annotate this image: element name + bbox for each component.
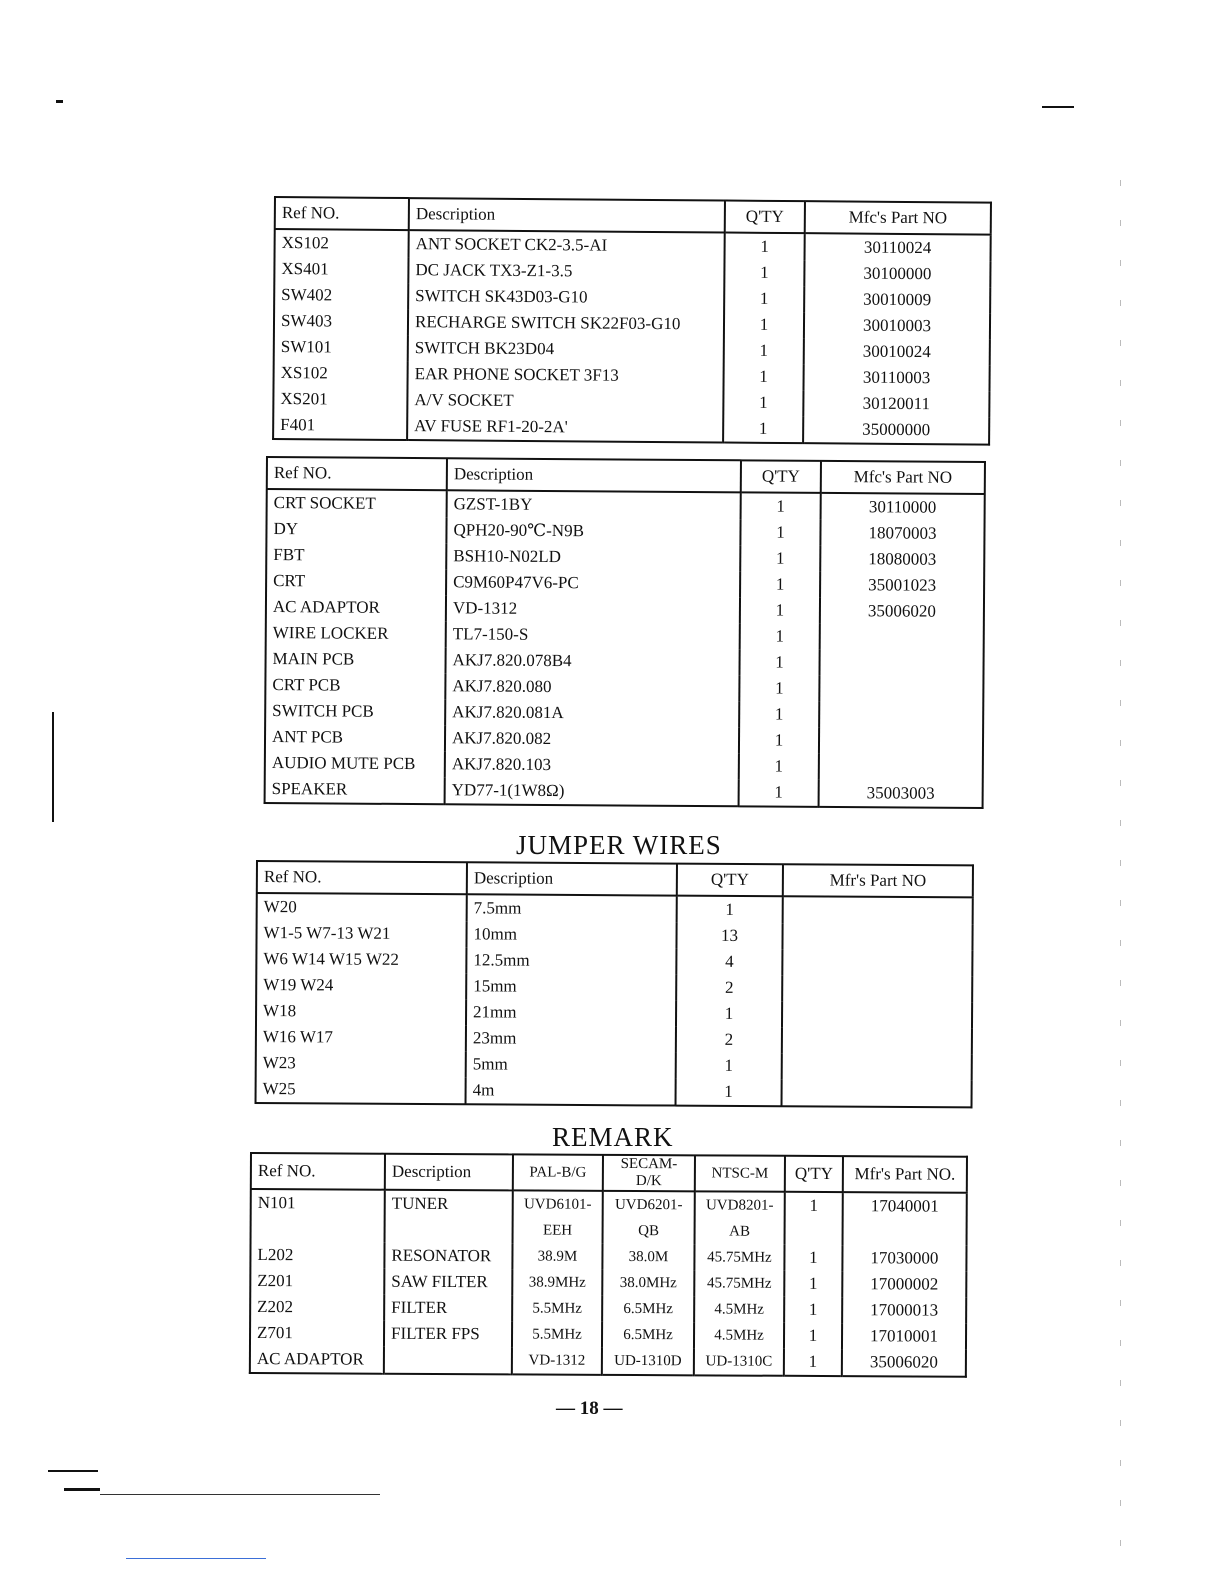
description-cell: GZST-1BY [447,490,741,519]
ntsc-cell: UD-1310C [694,1348,784,1375]
ref-cell: XS102 [274,360,408,387]
table-row [256,1076,972,1107]
part-no-cell: 17040001 [870,1196,939,1216]
description-cell: TUNER [385,1190,513,1244]
header-ref: Ref NO. [267,457,447,490]
part-no-cell: 18070003 [868,523,937,543]
qty-cell: 1 [676,1079,782,1107]
header-secam: SECAM-D/K [603,1155,695,1191]
description-cell: AKJ7.820.103 [445,751,739,779]
qty-cell: 1 [724,286,804,313]
header-part-no: Mfc's Part NO [821,461,985,494]
part-no-cell [819,728,983,755]
description-cell [384,1347,512,1375]
table-row [256,946,972,976]
ntsc-cell: 4.5MHz [694,1322,784,1348]
part-no-cell: 30120011 [862,393,931,414]
qty-cell: 1 [739,753,819,780]
jumper-wires-title: JUMPER WIRES [516,830,722,860]
part-no-cell [783,896,973,924]
part-no-cell: 17030000 [870,1248,939,1268]
part-no-cell: 35000000 [862,419,931,440]
qty-cell: 1 [740,571,820,598]
table-row [250,1320,966,1350]
part-no-cell [819,676,983,703]
qty-cell: 1 [676,1001,782,1028]
qty-cell: 1 [740,597,820,624]
header-qty: Q'TY [785,1156,843,1192]
header-ref: Ref NO. [275,197,409,230]
ref-cell: AC ADAPTOR [266,594,446,621]
description-cell: A/V SOCKET [407,387,723,415]
table-row [265,776,983,808]
part-no-cell [782,923,972,950]
description-cell: ANT SOCKET CK2-3.5-AI [409,230,725,259]
description-cell: DC JACK TX3-Z1-3.5 [408,257,724,285]
table-row [250,1346,966,1377]
qty-cell: 13 [676,923,782,950]
part-no-cell: 17000002 [870,1274,939,1294]
description-cell: 23mm [466,1025,676,1052]
description-cell: C9M60P47V6-PC [446,569,740,597]
ref-cell: W19 W24 [256,972,466,999]
ref-cell: L202 [250,1242,384,1269]
description-cell: 21mm [466,999,676,1026]
description-cell: FILTER FPS [384,1321,512,1348]
ref-cell: SWITCH PCB [265,698,445,725]
header-qty: Q'TY [677,864,783,897]
qty-cell: 1 [785,1192,843,1245]
remark-title: REMARK [552,1122,674,1152]
description-cell: QPH20-90℃-N9B [446,517,740,545]
qty-cell: 1 [725,233,805,261]
pal-cell: 38.9MHz [512,1269,602,1295]
qty-cell: 2 [676,1027,782,1054]
qty-cell: 1 [724,260,804,287]
description-cell: SWITCH BK23D04 [408,335,724,363]
part-no-cell: 35006020 [867,601,936,621]
ref-cell: XS102 [275,229,409,257]
qty-cell: 1 [740,519,820,546]
qty-cell: 1 [739,701,819,728]
ntsc-cell: 45.75MHz [694,1244,784,1270]
table-header-row [257,861,973,897]
qty-cell: 1 [784,1323,842,1349]
scan-artifact [1120,180,1121,1560]
qty-cell: 1 [723,416,803,444]
qty-cell: 1 [784,1297,842,1323]
part-no-cell [782,949,972,976]
part-no-cell: 35006020 [869,1352,938,1372]
secam-cell: 38.0MHz [602,1270,694,1296]
pal-cell: UVD6101-EEH [513,1190,603,1243]
header-part-no: Mfr's Part NO [783,864,973,897]
qty-cell: 1 [723,390,803,417]
part-no-cell [819,702,983,729]
description-cell: YD77-1(1W8Ω) [445,777,739,806]
ref-cell: CRT [266,568,446,595]
ref-cell: F401 [273,412,407,440]
header-description: Description [385,1154,513,1191]
ref-cell: SPEAKER [265,776,445,804]
qty-cell: 1 [741,492,821,520]
scan-artifact [48,1470,98,1472]
ref-cell: MAIN PCB [265,646,445,673]
secam-cell: 6.5MHz [602,1322,694,1348]
qty-cell: 1 [677,896,783,924]
description-cell: 10mm [466,921,676,948]
qty-cell: 4 [676,949,782,976]
description-cell: SAW FILTER [384,1269,512,1296]
page-number: — 18 — [556,1398,623,1419]
part-no-cell: 35001023 [868,575,937,595]
qty-cell: 1 [723,364,803,391]
table-row [265,750,983,781]
header-ref: Ref NO. [257,861,467,894]
description-cell: SWITCH SK43D03-G10 [408,283,724,311]
ref-cell: W1-5 W7-13 W21 [256,920,466,947]
scan-artifact [56,100,63,103]
header-part-no: Mfr's Part NO. [843,1156,967,1193]
part-no-cell: 18080003 [868,549,937,569]
table-row [265,698,983,729]
ref-cell: XS201 [273,386,407,413]
description-cell: AKJ7.820.082 [445,725,739,753]
qty-cell: 1 [739,675,819,702]
header-description: Description [467,862,677,895]
table-row [250,1268,966,1298]
pal-cell: 5.5MHz [512,1295,602,1321]
part-no-cell [820,624,984,651]
pal-cell: 5.5MHz [512,1321,602,1347]
part-no-cell: 30010009 [863,289,932,310]
part-no-cell: 30100000 [863,263,932,284]
description-cell: AKJ7.820.078B4 [445,647,739,675]
qty-cell: 1 [740,623,820,650]
table-row [250,1294,966,1324]
part-no-cell [819,754,983,781]
part-no-cell [782,975,972,1002]
table-header-row [267,457,985,494]
table-row [267,489,985,521]
ref-cell: Z202 [250,1294,384,1321]
table-row [251,1189,967,1246]
qty-cell: 1 [784,1245,842,1271]
part-no-cell [782,1079,972,1107]
ref-cell: N101 [251,1189,385,1243]
scan-artifact [1042,106,1074,108]
ref-cell: AC ADAPTOR [250,1346,384,1374]
ref-cell: W6 W14 W15 W22 [256,946,466,973]
part-no-cell: 17010001 [869,1326,939,1346]
part-no-cell [782,1053,972,1080]
part-no-cell: 17000013 [870,1300,939,1320]
pal-cell: 38.9M [512,1243,602,1269]
ref-cell: CRT PCB [265,672,445,699]
qty-cell: 1 [739,727,819,754]
ref-cell: DY [266,516,446,543]
description-cell: AV FUSE RF1-20-2A' [407,413,723,442]
header-description: Description [409,198,725,232]
description-cell: 4m [466,1077,676,1105]
parts-table-2 [264,456,986,809]
qty-cell: 1 [739,649,819,676]
pal-cell: VD-1312 [512,1347,602,1374]
ref-cell: W23 [256,1050,466,1077]
remark-table [249,1152,968,1378]
qty-cell: 1 [740,545,820,572]
ref-cell: XS401 [274,256,408,283]
header-description: Description [447,458,741,492]
part-no-cell: 30010024 [862,341,931,362]
secam-cell: UD-1310D [602,1348,694,1375]
secam-cell: 38.0M [602,1244,694,1270]
description-cell: 15mm [466,973,676,1000]
description-cell: 12.5mm [466,947,676,974]
part-no-cell: 35003003 [866,783,935,803]
description-cell: 5mm [466,1051,676,1078]
table-row [273,412,989,445]
description-cell: RESONATOR [384,1243,512,1270]
header-ntsc: NTSC-M [695,1155,785,1191]
ref-cell: Z701 [250,1320,384,1347]
ref-cell: FBT [266,542,446,569]
header-part-no: Mfc's Part NO [805,201,991,234]
qty-cell: 1 [676,1053,782,1080]
ref-cell: W16 W17 [256,1024,466,1051]
description-cell: FILTER [384,1295,512,1322]
ref-cell: SW402 [274,282,408,309]
table-header-row [251,1153,967,1193]
ntsc-cell: UVD8201-AB [695,1191,785,1244]
ref-cell: W20 [257,893,467,921]
description-cell: AKJ7.820.080 [445,673,739,701]
ref-cell: AUDIO MUTE PCB [265,750,445,777]
qty-cell: 1 [739,779,819,807]
ref-cell: SW101 [274,334,408,361]
header-pal: PAL-B/G [513,1154,603,1190]
scan-artifact [52,712,54,822]
description-cell: TL7-150-S [446,621,740,649]
part-no-cell: 30110024 [863,237,932,258]
qty-cell: 1 [724,338,804,365]
header-ref: Ref NO. [251,1153,385,1190]
qty-cell: 1 [724,312,804,339]
ntsc-cell: 45.75MHz [694,1270,784,1296]
description-cell: AKJ7.820.081A [445,699,739,727]
part-no-cell [819,650,983,677]
ref-cell: Z201 [250,1268,384,1295]
table-row [250,1242,966,1272]
description-cell: RECHARGE SWITCH SK22F03-G10 [408,309,724,337]
ntsc-cell: 4.5MHz [694,1296,784,1322]
secam-cell: UVD6201-QB [603,1191,695,1244]
description-cell: VD-1312 [446,595,740,623]
scan-artifact [126,1558,266,1559]
part-no-cell: 30110003 [862,367,931,388]
qty-cell: 2 [676,975,782,1002]
secam-cell: 6.5MHz [602,1296,694,1322]
part-no-cell [782,1027,972,1054]
scan-artifact [64,1488,100,1491]
part-no-cell [782,1001,972,1028]
part-no-cell: 30010003 [862,315,932,336]
qty-cell: 1 [784,1349,842,1376]
part-no-cell: 30110000 [868,497,937,517]
ref-cell: WIRE LOCKER [266,620,446,647]
ref-cell: W25 [256,1076,466,1104]
qty-cell: 1 [784,1271,842,1297]
header-qty: Q'TY [725,201,805,234]
parts-table-1 [272,196,992,446]
description-cell: 7.5mm [467,894,677,922]
jumper-wires-table [255,860,974,1108]
description-cell: EAR PHONE SOCKET 3F13 [408,361,724,389]
table-row [266,620,984,651]
description-cell: BSH10-N02LD [446,543,740,571]
ref-cell: ANT PCB [265,724,445,751]
header-qty: Q'TY [741,460,821,493]
scan-artifact [100,1494,380,1495]
ref-cell: W18 [256,998,466,1025]
ref-cell: CRT SOCKET [267,489,447,517]
ref-cell: SW403 [274,308,408,335]
